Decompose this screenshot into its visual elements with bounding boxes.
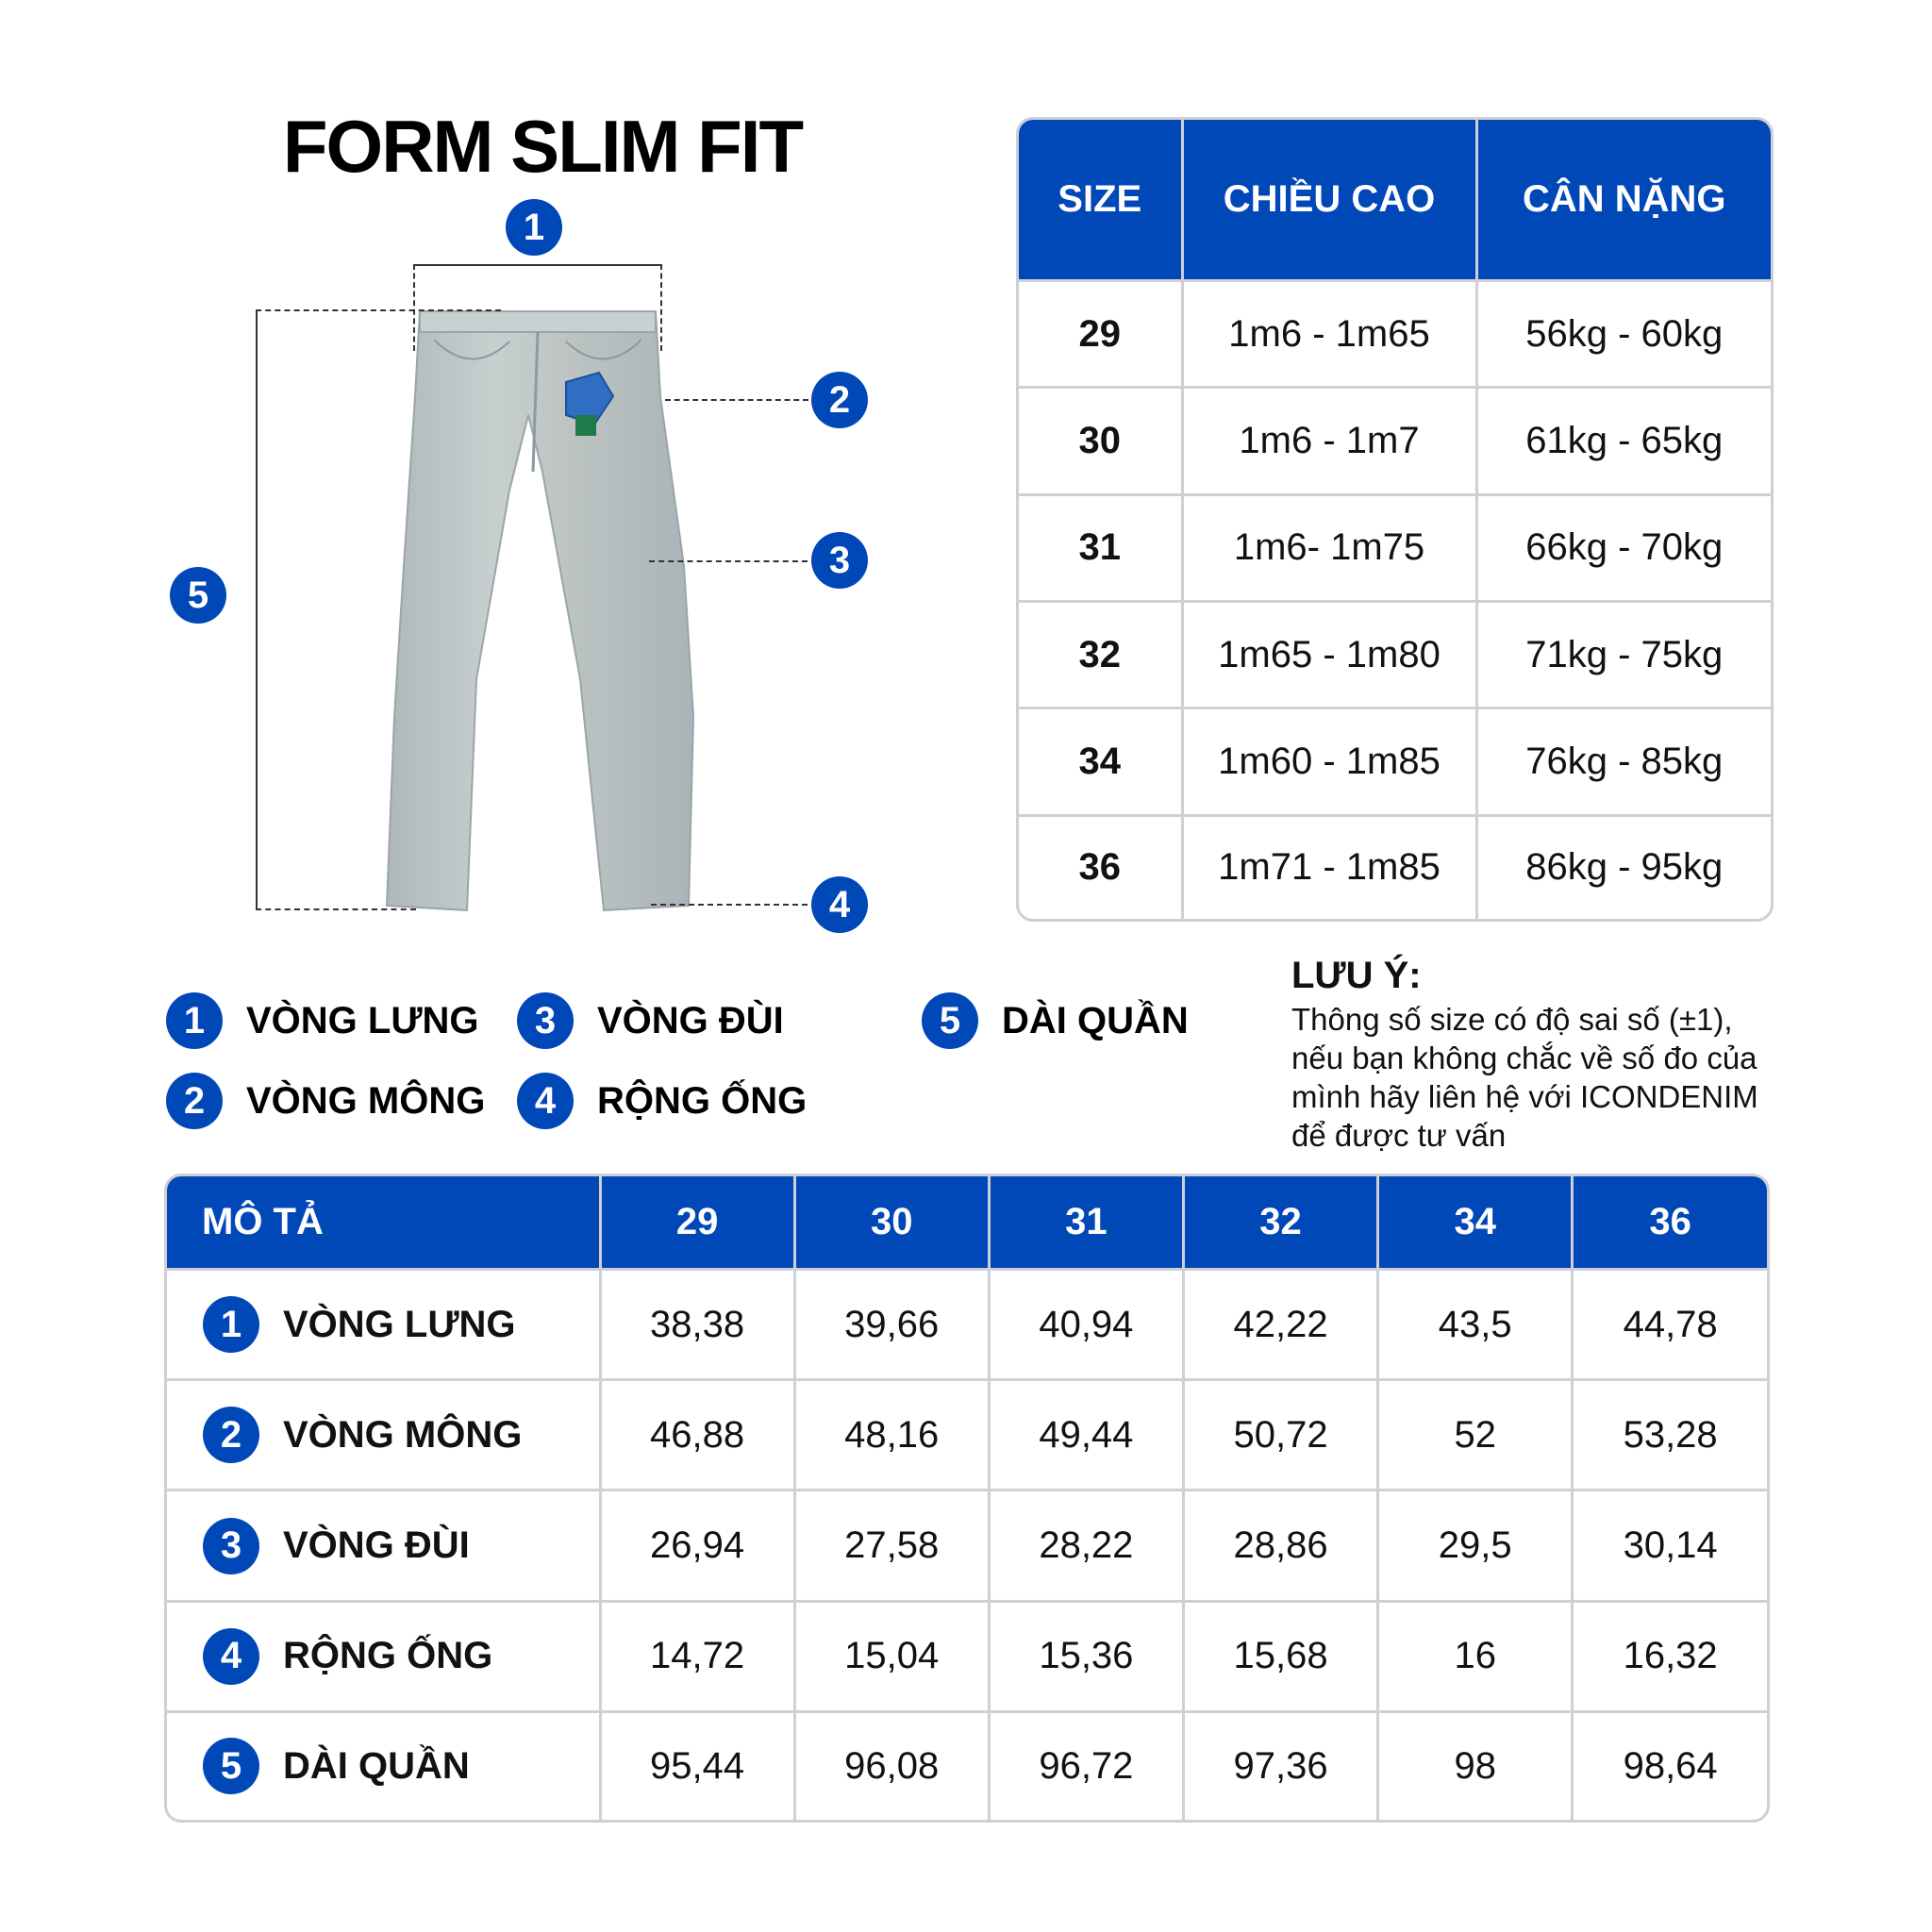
value-cell: 39,66 (794, 1270, 989, 1380)
table-row (1019, 494, 1771, 601)
header-size-31: 31 (989, 1176, 1183, 1270)
waist-guide-left (413, 264, 415, 351)
header-size-32: 32 (1183, 1176, 1377, 1270)
row-label (167, 1711, 600, 1820)
legend-label: VÒNG MÔNG (246, 1079, 486, 1122)
legend-item-hip (166, 1073, 485, 1129)
value-cell: 52 (1378, 1380, 1573, 1491)
size-cell: 29 (1019, 281, 1182, 388)
marker-1-badge: 1 (506, 199, 562, 256)
legend-badge: 1 (166, 992, 223, 1049)
jeans-illustration (0, 0, 943, 943)
legend-badge: 5 (922, 992, 978, 1049)
size-table-header (1019, 120, 1771, 281)
value-cell: 97,36 (1183, 1711, 1377, 1820)
table-row (1019, 815, 1771, 919)
note-text: Thông số size có độ sai số (±1), nếu bạn không chắc về số đo của mình hãy liên hệ với ICONDENIM để được tư vấn (1291, 1002, 1758, 1153)
measurement-table (164, 1174, 1770, 1823)
header-size-34: 34 (1378, 1176, 1573, 1270)
value-cell: 16 (1378, 1601, 1573, 1711)
marker-3-badge: 3 (811, 532, 868, 589)
row-label-text: VÒNG LƯNG (283, 1303, 516, 1345)
table-row (167, 1711, 1767, 1820)
size-cell: 36 (1019, 815, 1182, 919)
table-row (1019, 708, 1771, 815)
value-cell: 98,64 (1573, 1711, 1767, 1820)
height-cell: 1m6 - 1m7 (1182, 388, 1476, 494)
table-row (167, 1270, 1767, 1380)
legend-item-thigh (517, 992, 784, 1049)
value-cell: 28,22 (989, 1491, 1183, 1601)
value-cell: 50,72 (1183, 1380, 1377, 1491)
size-cell: 34 (1019, 708, 1182, 815)
weight-cell: 61kg - 65kg (1476, 388, 1771, 494)
row-badge: 2 (203, 1407, 259, 1463)
legend-badge: 3 (517, 992, 574, 1049)
row-label (167, 1491, 600, 1601)
value-cell: 15,68 (1183, 1601, 1377, 1711)
value-cell: 38,38 (600, 1270, 794, 1380)
value-cell: 27,58 (794, 1491, 989, 1601)
value-cell: 42,22 (1183, 1270, 1377, 1380)
value-cell: 96,08 (794, 1711, 989, 1820)
header-description: MÔ TẢ (167, 1176, 600, 1270)
header-size-30: 30 (794, 1176, 989, 1270)
size-cell: 31 (1019, 494, 1182, 601)
value-cell: 98 (1378, 1711, 1573, 1820)
header-weight: CÂN NẶNG (1476, 120, 1771, 281)
weight-cell: 86kg - 95kg (1476, 815, 1771, 919)
row-label (167, 1380, 600, 1491)
legend-label: VÒNG LƯNG (246, 999, 479, 1041)
marker-2-badge: 2 (811, 372, 868, 428)
value-cell: 40,94 (989, 1270, 1183, 1380)
table-row (1019, 601, 1771, 708)
legend-label: VÒNG ĐÙI (597, 999, 784, 1041)
table-row (1019, 281, 1771, 388)
length-guide-left (256, 309, 258, 908)
value-cell: 15,04 (794, 1601, 989, 1711)
value-cell: 28,86 (1183, 1491, 1377, 1601)
value-cell: 48,16 (794, 1380, 989, 1491)
height-cell: 1m65 - 1m80 (1182, 601, 1476, 708)
table-row (167, 1491, 1767, 1601)
marker-5-badge: 5 (170, 567, 226, 624)
value-cell: 16,32 (1573, 1601, 1767, 1711)
value-cell: 44,78 (1573, 1270, 1767, 1380)
weight-cell: 66kg - 70kg (1476, 494, 1771, 601)
row-badge: 5 (203, 1738, 259, 1794)
row-badge: 1 (203, 1296, 259, 1353)
row-badge: 4 (203, 1628, 259, 1685)
row-label-text: DÀI QUẦN (283, 1744, 470, 1787)
row-label (167, 1270, 600, 1380)
jeans-diagram (0, 0, 943, 943)
value-cell: 26,94 (600, 1491, 794, 1601)
legend-item-waist (166, 992, 479, 1049)
legend-badge: 4 (517, 1073, 574, 1129)
waist-guide-right (660, 264, 662, 351)
header-height: CHIỀU CAO (1182, 120, 1476, 281)
weight-cell: 56kg - 60kg (1476, 281, 1771, 388)
legend-item-leg-opening (517, 1073, 807, 1129)
legend-label: DÀI QUẦN (1002, 999, 1189, 1041)
table-row (1019, 388, 1771, 494)
thigh-guide (649, 560, 808, 562)
legend-badge: 2 (166, 1073, 223, 1129)
header-size: SIZE (1019, 120, 1182, 281)
weight-cell: 76kg - 85kg (1476, 708, 1771, 815)
legend-label: RỘNG ỐNG (597, 1079, 808, 1122)
value-cell: 29,5 (1378, 1491, 1573, 1601)
row-label-text: VÒNG ĐÙI (283, 1524, 470, 1567)
weight-cell: 71kg - 75kg (1476, 601, 1771, 708)
note-title: LƯU Ý: (1291, 955, 1422, 996)
size-cell: 32 (1019, 601, 1182, 708)
value-cell: 14,72 (600, 1601, 794, 1711)
value-cell: 96,72 (989, 1711, 1183, 1820)
height-cell: 1m60 - 1m85 (1182, 708, 1476, 815)
value-cell: 49,44 (989, 1380, 1183, 1491)
row-label (167, 1601, 600, 1711)
value-cell: 15,36 (989, 1601, 1183, 1711)
header-size-29: 29 (600, 1176, 794, 1270)
legend-item-length (922, 992, 1189, 1049)
length-guide-bottom (256, 908, 416, 910)
page-title: FORM SLIM FIT (282, 105, 803, 188)
value-cell: 43,5 (1378, 1270, 1573, 1380)
value-cell: 95,44 (600, 1711, 794, 1820)
measurement-header (167, 1176, 1767, 1270)
value-cell: 30,14 (1573, 1491, 1767, 1601)
hip-guide (665, 399, 808, 401)
size-cell: 30 (1019, 388, 1182, 494)
row-label-text: VÒNG MÔNG (283, 1413, 523, 1456)
table-row (167, 1380, 1767, 1491)
height-cell: 1m6- 1m75 (1182, 494, 1476, 601)
waist-guide-top (413, 264, 660, 266)
length-guide-top (256, 309, 501, 311)
marker-4-badge: 4 (811, 876, 868, 933)
size-table (1016, 117, 1774, 922)
value-cell: 46,88 (600, 1380, 794, 1491)
height-cell: 1m6 - 1m65 (1182, 281, 1476, 388)
value-cell: 53,28 (1573, 1380, 1767, 1491)
hem-guide (651, 904, 808, 906)
row-badge: 3 (203, 1518, 259, 1574)
table-row (167, 1601, 1767, 1711)
header-size-36: 36 (1573, 1176, 1767, 1270)
row-label-text: RỘNG ỐNG (283, 1635, 493, 1677)
height-cell: 1m71 - 1m85 (1182, 815, 1476, 919)
